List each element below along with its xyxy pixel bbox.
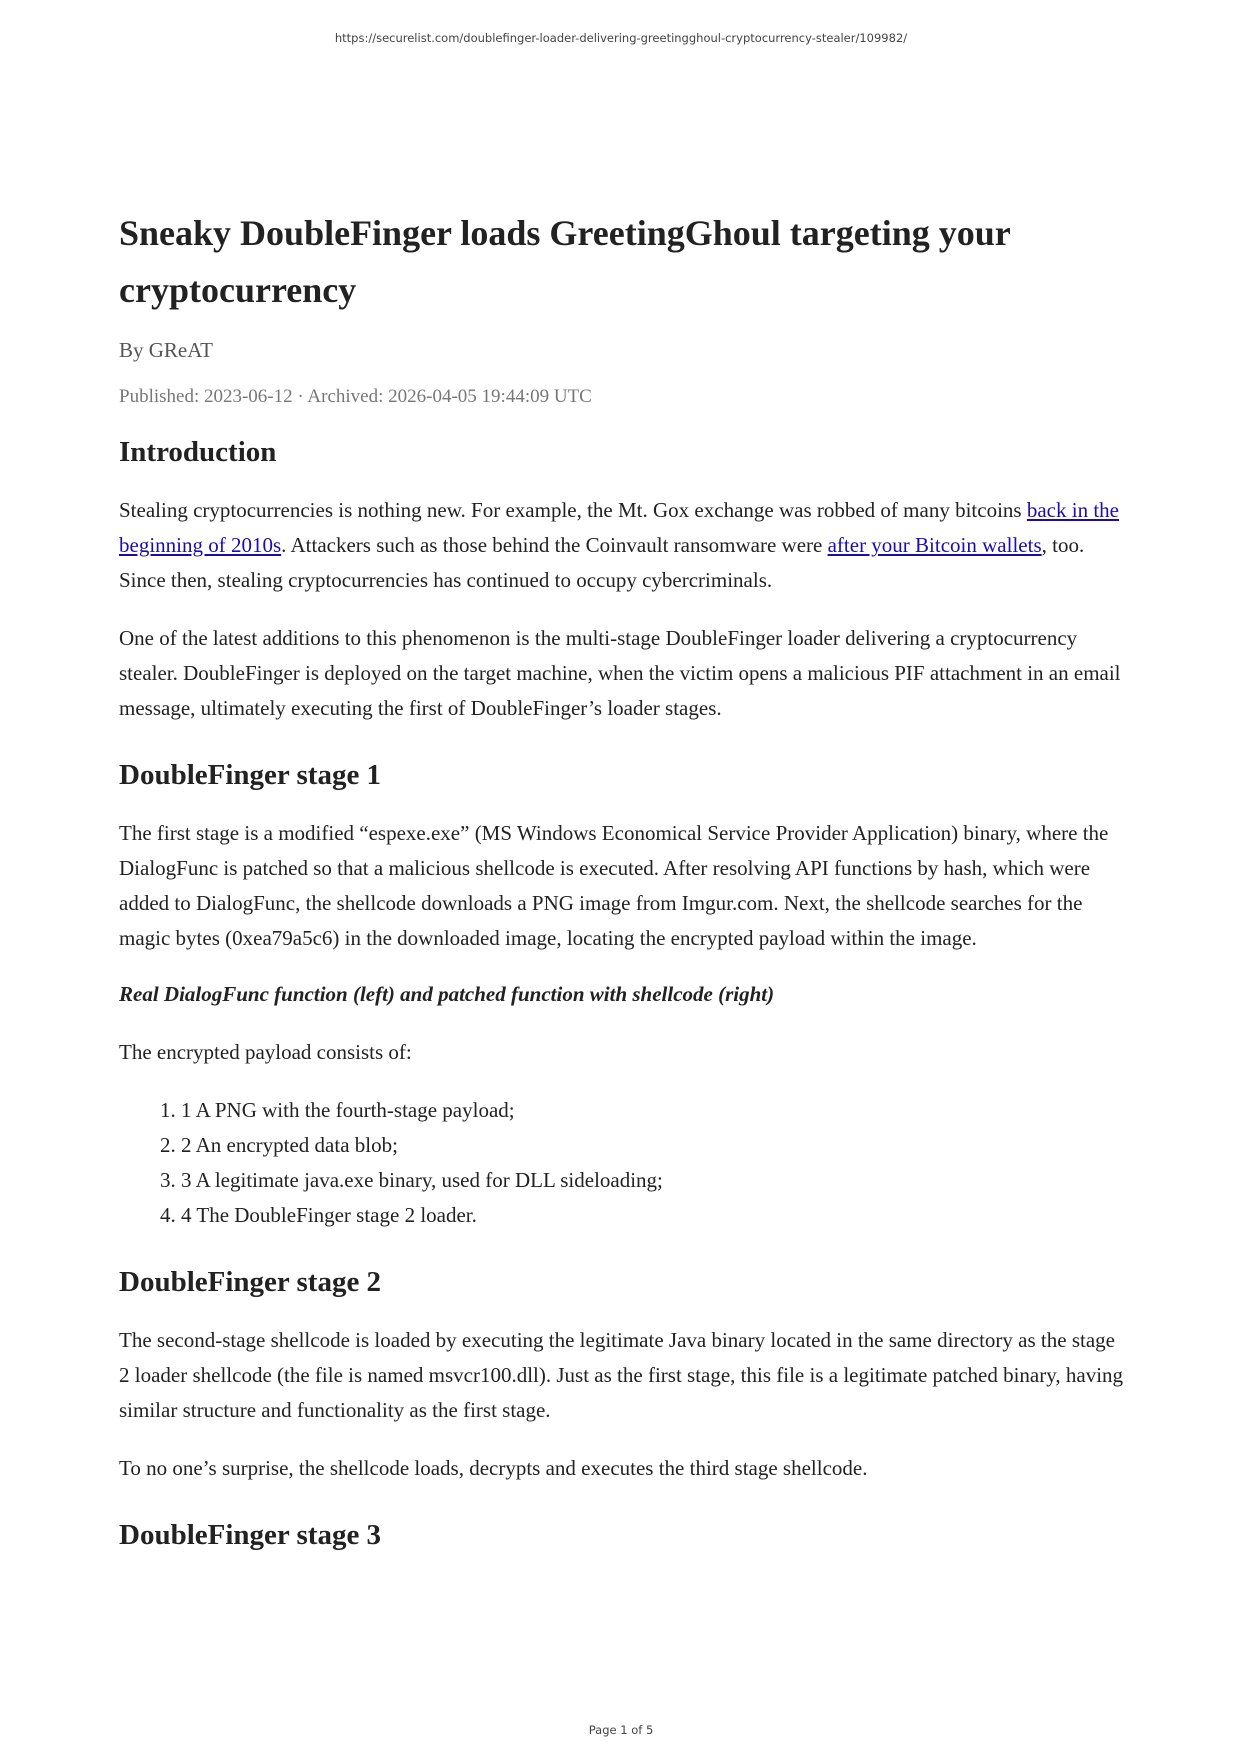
- article-meta: Published: 2023-06-12 · Archived: 2026-04-05 19:44:09 UTC: [119, 386, 592, 407]
- stage1-paragraph-2: The encrypted payload consists of:: [119, 1040, 412, 1064]
- section-heading-stage-3: DoubleFinger stage 3: [119, 1519, 382, 1551]
- list-item: 4. 4 The DoubleFinger stage 2 loader.: [181, 1198, 1129, 1233]
- intro-text-3: , too. Since then, stealing cryptocurrencies has continued to occupy cybercriminals.: [119, 533, 1085, 592]
- figure-caption: Real DialogFunc function (left) and patched function with shellcode (right): [119, 982, 775, 1006]
- page-url-header: https://securelist.com/doublefinger-loader-delivering-greetingghoul-cryptocurrency-stealer/109982/: [334, 31, 908, 45]
- intro-paragraph-2: One of the latest additions to this phenomenon is the multi-stage DoubleFinger loader delivering a cryptocurrency stealer. DoubleFinger is deployed on the target machine, when the victim opens a malicious PIF attachment in an email message, ultimately executing the first of DoubleFinger’s loader stages.: [119, 626, 1121, 720]
- list-item: 1. 1 A PNG with the fourth-stage payload;: [181, 1093, 1129, 1128]
- section-heading-introduction: Introduction: [119, 436, 277, 468]
- link-back-in-2010s[interactable]: back in the beginning of 2010s: [119, 498, 1119, 557]
- section-heading-stage-1: DoubleFinger stage 1: [119, 759, 382, 791]
- intro-text-2: . Attackers such as those behind the Coinvault ransomware were: [281, 533, 828, 557]
- stage2-paragraph-2: To no one’s surprise, the shellcode loads, decrypts and executes the third stage shellcode.: [119, 1456, 868, 1480]
- payload-list: [119, 1093, 1129, 1233]
- article-byline: By GReAT: [119, 338, 213, 362]
- article: [119, 205, 1129, 1555]
- stage1-paragraph-1: The first stage is a modified “espexe.exe” (MS Windows Economical Service Provider Application) binary, where the DialogFunc is patched so that a malicious shellcode is executed. After resolving API functions by hash, which were added to DialogFunc, the shellcode downloads a PNG image from Imgur.com. Next, the shellcode searches for the magic bytes (0xea79a5c6) in the downloaded image, locating the encrypted payload within the image.: [119, 821, 1109, 950]
- article-title: Sneaky DoubleFinger loads GreetingGhoul targeting your cryptocurrency: [119, 213, 1011, 310]
- section-heading-stage-2: DoubleFinger stage 2: [119, 1266, 382, 1298]
- link-bitcoin-wallets[interactable]: after your Bitcoin wallets: [827, 533, 1042, 557]
- list-item: 3. 3 A legitimate java.exe binary, used for DLL sideloading;: [181, 1163, 1129, 1198]
- list-item: 2. 2 An encrypted data blob;: [181, 1128, 1129, 1163]
- intro-text-1: Stealing cryptocurrencies is nothing new. For example, the Mt. Gox exchange was robbed of many bitcoins: [119, 498, 1027, 522]
- stage2-paragraph-1: The second-stage shellcode is loaded by executing the legitimate Java binary located in the same directory as the stage 2 loader shellcode (the file is named msvcr100.dll). Just as the first stage, this file is a legitimate patched binary, having similar structure and functionality as the first stage.: [119, 1328, 1124, 1422]
- intro-paragraph-1: [119, 493, 1129, 598]
- page-number: Page 1 of 5: [588, 1723, 654, 1737]
